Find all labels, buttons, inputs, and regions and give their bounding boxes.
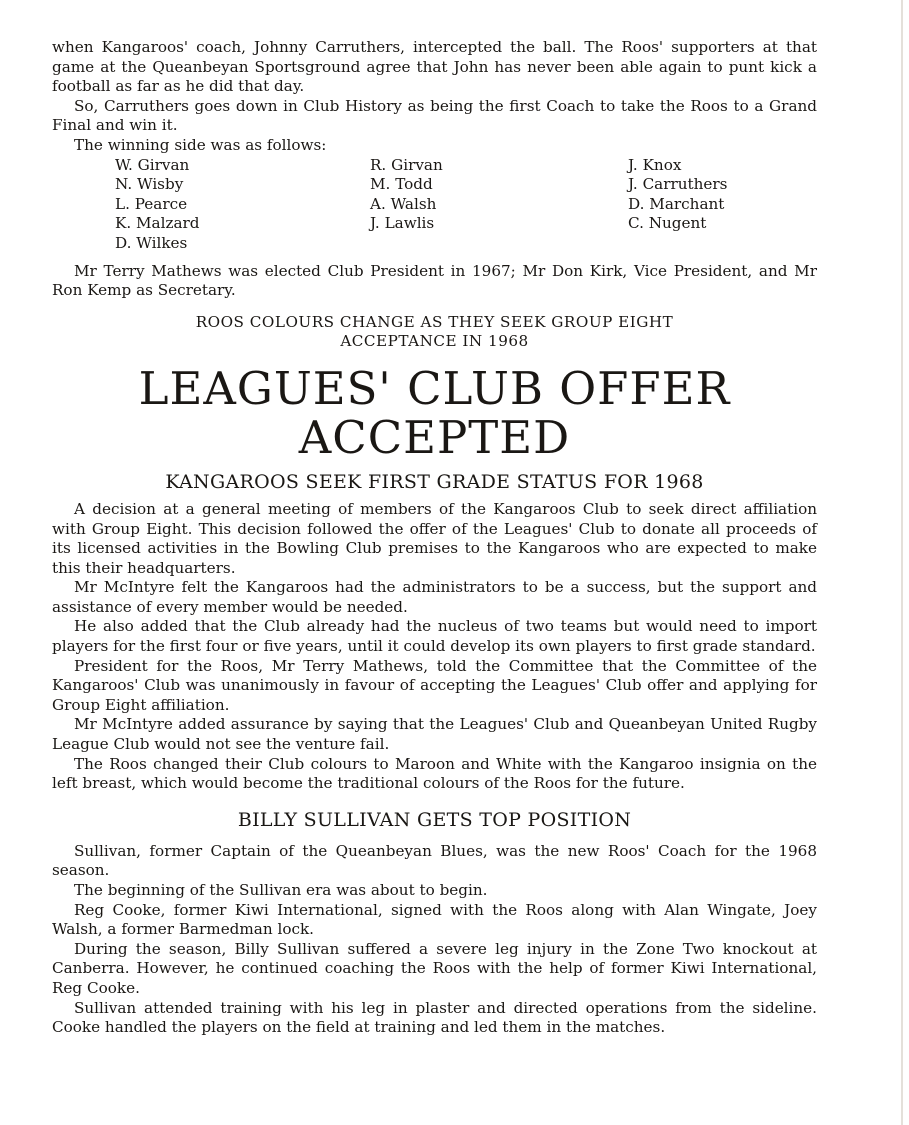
winning-side-roster [52, 156, 817, 254]
roster-name: M. Todd [370, 175, 433, 194]
headline-line-2: ACCEPTED [298, 410, 571, 464]
roster-name: W. Girvan [115, 155, 190, 174]
body-paragraph: He also added that the Club already had the nucleus of two teams but would need to import players for the first four or five years, until it could develop its own players to first grade standard. [52, 617, 817, 656]
roster-name: N. Wisby [115, 175, 184, 194]
roster-name: D. Marchant [628, 194, 725, 213]
roster-name: D. Wilkes [115, 233, 188, 252]
roster-intro: The winning side was as follows: [74, 135, 327, 154]
page-edge-shadow [901, 0, 903, 1125]
body-paragraph: President for the Roos, Mr Terry Mathews, told the Committee that the Committee of the Kangaroos' Club was unanimously in favour of accepting the Leagues' Club offer and applying for Group Eight affiliation. [52, 656, 817, 714]
roster-name: J. Lawlis [370, 214, 435, 233]
officials-paragraph: Mr Terry Mathews was elected Club President in 1967; Mr Don Kirk, Vice President, and Mr Ron Kemp as Secretary. [52, 261, 817, 300]
subheading-line-2: ACCEPTANCE IN 1968 [340, 332, 529, 351]
body-paragraph: Mr McIntyre felt the Kangaroos had the administrators to be a success, but the support and assistance of every member would be needed. [52, 578, 817, 616]
body-paragraph: The Roos changed their Club colours to Maroon and White with the Kangaroo insignia on the left breast, which would become the traditional colours of the Roos for the future. [52, 754, 817, 793]
body-paragraph: Mr McIntyre added assurance by saying that the Leagues' Club and Queanbeyan United Rugby League Club would not see the venture fail. [52, 715, 817, 754]
body-paragraph: The beginning of the Sullivan era was about to begin. [74, 881, 488, 899]
subheading-line-1: ROOS COLOURS CHANGE AS THEY SEEK GROUP EIGHT [195, 312, 674, 331]
main-headline [52, 361, 817, 464]
headline-kicker: KANGAROOS SEEK FIRST GRADE STATUS FOR 1968 [165, 470, 704, 493]
roster-name: R. Girvan [370, 155, 443, 174]
roster-name: A. Walsh [370, 194, 437, 213]
body-paragraph: Reg Cooke, former Kiwi International, signed with the Roos along with Alan Wingate, Joey Walsh, a former Barmedman lock. [52, 900, 817, 939]
headline-line-1: LEAGUES' CLUB OFFER [138, 361, 731, 415]
section-title: BILLY SULLIVAN GETS TOP POSITION [237, 808, 632, 831]
roster-name: L. Pearce [115, 194, 188, 213]
body-paragraph: Sullivan, former Captain of the Queanbeyan Blues, was the new Roos' Coach for the 1968 season. [52, 841, 817, 880]
roster-name: J. Carruthers [628, 175, 728, 194]
body-paragraph: During the season, Billy Sullivan suffered a severe leg injury in the Zone Two knockout at Canberra. However, he continued coaching the Roos with the help of former Kiwi International, Reg Cooke. [52, 939, 817, 997]
roster-name: K. Malzard [115, 214, 200, 233]
roster-name: C. Nugent [628, 214, 707, 233]
intro-paragraph-1: when Kangaroos' coach, Johnny Carruthers, intercepted the ball. The Roos' supporters at that game at the Queanbeyan Sportsground agree that John has never been able again to punt kick a football as far as he did that day. [52, 38, 817, 96]
roster-name: J. Knox [628, 155, 682, 174]
intro-paragraph-2: So, Carruthers goes down in Club History as being the first Coach to take the Roos to a Grand Final and win it. [52, 96, 817, 135]
body-paragraph: A decision at a general meeting of members of the Kangaroos Club to seek direct affiliation with Group Eight. This decision followed the offer of the Leagues' Club to donate all proceeds of its licensed activities in the Bowling Club premises to the Kangaroos who are expected to make this their headquarters. [52, 499, 817, 577]
body-paragraph: Sullivan attended training with his leg in plaster and directed operations from the sideline. Cooke handled the players on the field at training and led them in the matches. [52, 998, 817, 1037]
section-subheading [52, 313, 817, 352]
